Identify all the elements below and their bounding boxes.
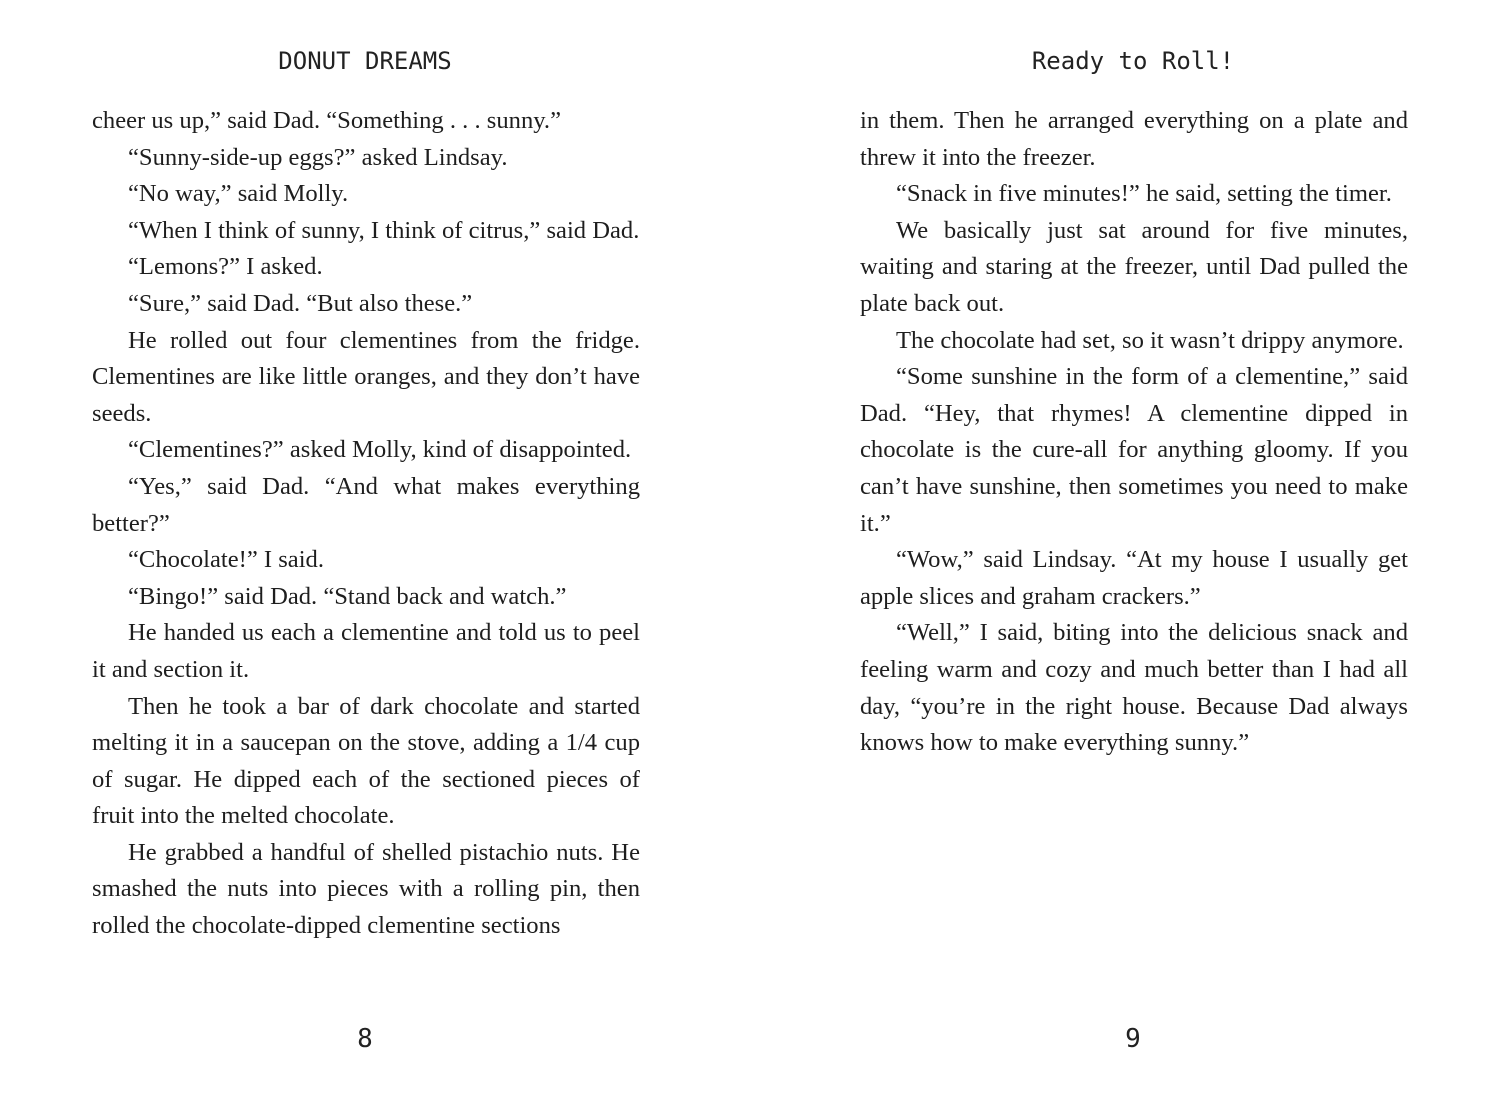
paragraph: “Clementines?” asked Molly, kind of disappointed. [128, 436, 632, 464]
running-head-right: Ready to Roll! [1031, 47, 1235, 75]
paragraph: Then he took a bar of dark chocolate and started melting it in a saucepan on the stove, adding a 1/4 cup of sugar. He dipped each of the sectioned pieces of fruit into the melted chocolate. [92, 692, 640, 830]
paragraph: “Some sunshine in the form of a clementine,” said Dad. “Hey, that rhymes! A clementine dipped in chocolate is the cure-all for anything gloomy. If you can’t have sunshine, then sometimes you need to make it.” [860, 363, 1408, 537]
paragraph: “When I think of sunny, I think of citrus,” said Dad. [128, 216, 640, 244]
paragraph: “Lemons?” I asked. [128, 253, 323, 281]
paragraph: He grabbed a handful of shelled pistachio nuts. He smashed the nuts into pieces with a rolling pin, then rolled the chocolate-dipped clementine sections [92, 838, 640, 940]
page-number-right: 9 [1125, 1024, 1141, 1054]
paragraph: “Chocolate!” I said. [128, 546, 324, 574]
page-number-left: 8 [357, 1024, 373, 1054]
paragraph: “Wow,” said Lindsay. “At my house I usually get apple slices and graham crackers.” [860, 546, 1408, 610]
paragraph: “Sunny-side-up eggs?” asked Lindsay. [128, 143, 508, 171]
paragraph: We basically just sat around for five minutes, waiting and staring at the freezer, until Dad pulled the plate back out. [860, 216, 1408, 317]
paragraph: He handed us each a clementine and told us to peel it and section it. [92, 619, 640, 683]
paragraph: cheer us up,” said Dad. “Something . . . sunny.” [92, 107, 561, 134]
paragraph: “Bingo!” said Dad. “Stand back and watch.” [128, 582, 567, 610]
paragraph: “Sure,” said Dad. “But also these.” [128, 289, 473, 317]
body-text-right [860, 103, 1408, 762]
running-head-left: DONUT DREAMS [278, 47, 452, 75]
paragraph: “Yes,” said Dad. “And what makes everything better?” [92, 472, 640, 537]
paragraph: He rolled out four clementines from the fridge. Clementines are like little oranges, and they don’t have seeds. [92, 326, 640, 427]
paragraph: The chocolate had set, so it wasn’t drippy anymore. [896, 326, 1404, 354]
paragraph: in them. Then he arranged everything on a plate and threw it into the freezer. [860, 107, 1408, 171]
paragraph: “Well,” I said, biting into the delicious snack and feeling warm and cozy and much better than I had all day, “you’re in the right house. Because Dad always knows how to make everything sunny.” [860, 619, 1408, 757]
paragraph: “Snack in five minutes!” he said, setting the timer. [896, 180, 1392, 208]
right-page [750, 0, 1500, 1116]
body-text-left [92, 103, 640, 945]
paragraph: “No way,” said Molly. [128, 180, 349, 208]
